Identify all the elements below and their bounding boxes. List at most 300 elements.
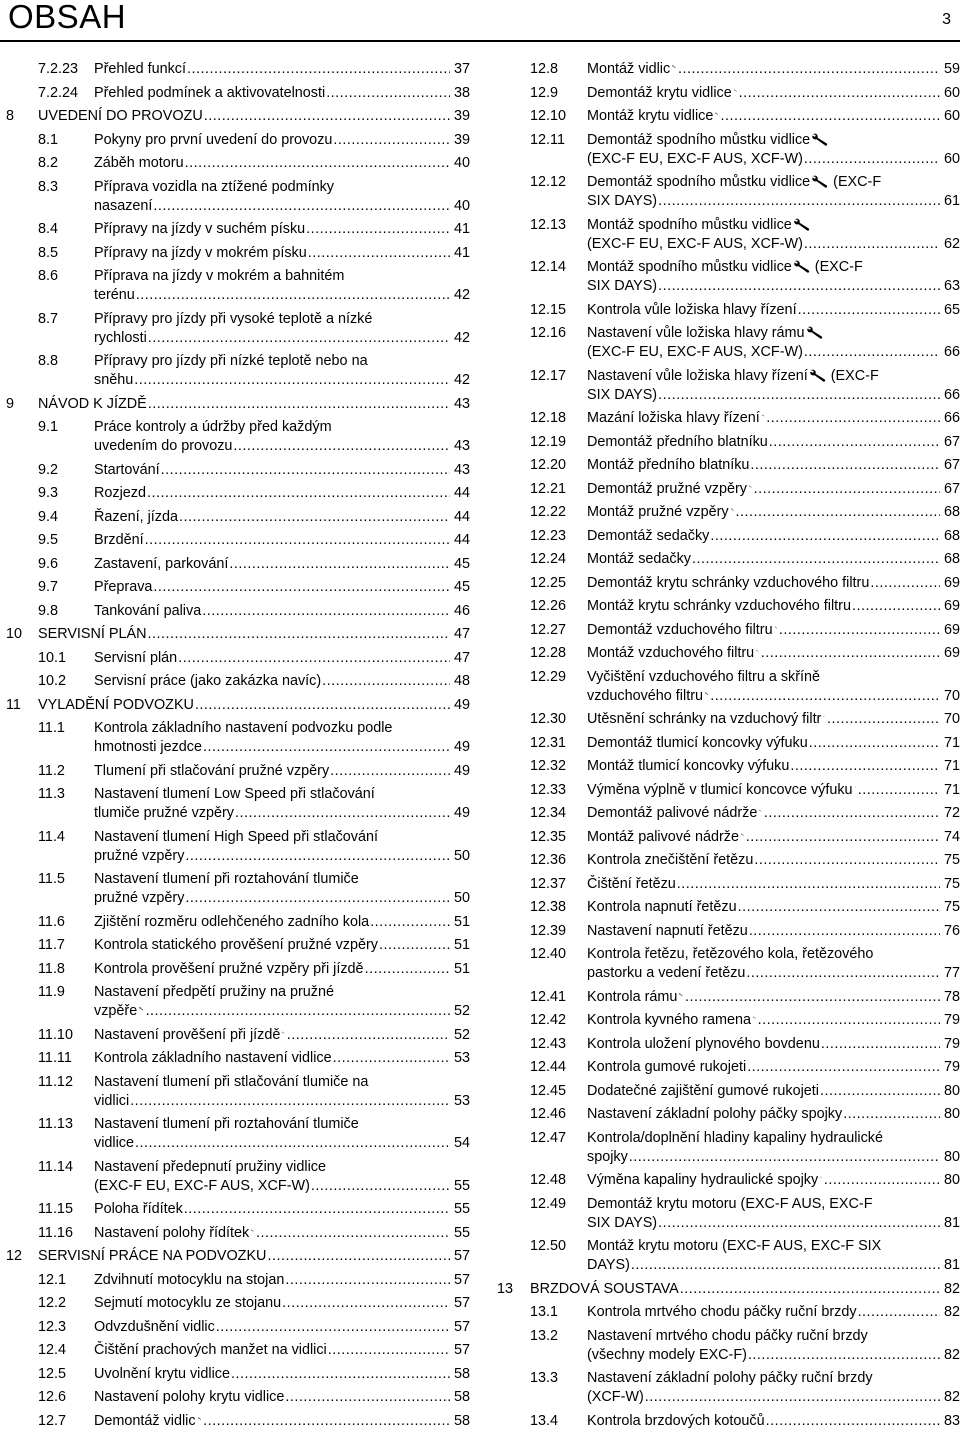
dot-leader xyxy=(135,1134,450,1153)
dot-leader xyxy=(736,503,940,522)
toc-entry-title: Montáž tlumicí koncovky výfuku xyxy=(587,758,790,774)
toc-entry-title: Nastavení vůle ložiska hlavy řízení xyxy=(587,367,808,384)
toc-entry-page: 72 xyxy=(943,805,960,821)
toc-entry-title: Montáž krytu motoru (EXC-F AUS, EXC-F SIX xyxy=(587,1238,882,1254)
toc-entry-title: Nastavení polohy řídítek xyxy=(94,1224,250,1241)
toc-entry-title: Čištění prachových manžet na vidlici xyxy=(94,1342,327,1358)
toc-entry-title: Nastavení tlumení Low Speed při stlačování xyxy=(94,786,375,802)
toc-entry-page: 49 xyxy=(453,805,470,821)
toc-entry[interactable] xyxy=(495,668,960,706)
toc-entry[interactable] xyxy=(0,461,470,480)
toc-entry-title: Montáž sedačky xyxy=(587,551,691,567)
toc-entry-number: 7.2.24 xyxy=(38,84,79,101)
dot-leader xyxy=(148,395,450,414)
toc-entry[interactable] xyxy=(0,418,470,456)
toc-entry-page: 78 xyxy=(943,988,960,1005)
dot-leader xyxy=(738,898,940,917)
toc-entry[interactable] xyxy=(0,696,470,715)
toc-entry-number: 12.35 xyxy=(530,828,567,845)
toc-entry-title: sněhu xyxy=(94,372,134,388)
dot-leader xyxy=(748,1346,940,1365)
toc-entry[interactable] xyxy=(0,395,470,414)
toc-entry-number: 8.5 xyxy=(38,244,59,261)
dot-leader xyxy=(798,301,940,320)
toc-entry-number: 8.4 xyxy=(38,221,59,237)
toc-entry-number: 13.4 xyxy=(530,1412,559,1429)
toc-entry-page: 76 xyxy=(943,922,960,939)
toc-entry-number: 12.26 xyxy=(530,598,567,614)
toc-entry[interactable] xyxy=(0,244,470,263)
toc-entry-page: 43 xyxy=(453,461,470,478)
toc-entry-number: 12.36 xyxy=(530,852,567,868)
toc-entry[interactable] xyxy=(0,107,470,126)
toc-entry-number: 11.15 xyxy=(38,1201,73,1217)
toc-entry[interactable] xyxy=(0,870,470,908)
toc-entry[interactable] xyxy=(495,60,960,79)
toc-entry-title: SERVISNÍ PLÁN xyxy=(38,626,147,642)
toc-entry[interactable] xyxy=(495,84,960,103)
toc-entry-number: 8 xyxy=(6,108,15,124)
toc-entry[interactable] xyxy=(0,60,470,79)
toc-entry-title: spojky xyxy=(587,1148,628,1165)
toc-entry-number: 12.18 xyxy=(530,410,567,426)
toc-entry[interactable] xyxy=(495,409,960,428)
toc-entry[interactable] xyxy=(495,480,960,499)
toc-entry[interactable] xyxy=(0,762,470,781)
toc-entry-title: Nastavení napnutí řetězu xyxy=(587,922,748,939)
dot-leader xyxy=(827,710,940,729)
toc-entry-title: vzduchového filtru xyxy=(587,687,703,704)
toc-entry-title: Montáž pružné vzpěry xyxy=(587,504,729,520)
toc-entry-number: 9.6 xyxy=(38,555,59,572)
dot-leader xyxy=(147,484,450,503)
toc-entry-title: vidlice xyxy=(94,1135,134,1151)
toc-entry-title: Přehled podmínek a aktivovatelnosti xyxy=(94,84,326,101)
toc-entry[interactable] xyxy=(0,1294,470,1313)
toc-entry-page: 69 xyxy=(943,574,960,591)
toc-entry-page: 65 xyxy=(943,301,960,318)
toc-entry-number: 9.8 xyxy=(38,602,59,619)
dot-leader xyxy=(790,757,940,776)
toc-entry-page: 66 xyxy=(943,386,960,403)
toc-entry-page: 68 xyxy=(943,551,960,567)
toc-entry-number: 11 xyxy=(6,696,21,713)
toc-entry-title: Uvolnění krytu vidlice xyxy=(94,1365,230,1382)
dot-leader xyxy=(282,1294,450,1313)
toc-entry-title: Tlumení při stlačování pružné vzpěry xyxy=(94,762,330,779)
toc-entry-title: SIX DAYS) xyxy=(587,386,658,403)
toc-entry-number: 11.13 xyxy=(38,1116,73,1132)
toc-entry[interactable] xyxy=(495,367,960,405)
toc-entry-number: 12.45 xyxy=(530,1082,567,1099)
dot-leader xyxy=(308,244,450,263)
toc-entry-title: (EXC-F EU, EXC-F AUS, XCF-W) xyxy=(587,150,803,167)
wrench-icon xyxy=(762,409,764,422)
dot-leader xyxy=(824,1171,940,1190)
toc-entry-title: Brzdění xyxy=(94,532,144,548)
toc-entry[interactable] xyxy=(0,672,470,691)
toc-entry-title: pružné vzpěry xyxy=(94,890,185,906)
toc-entry-page: 60 xyxy=(943,108,960,124)
toc-entry-page: 82 xyxy=(943,1280,960,1297)
toc-entry[interactable] xyxy=(0,1318,470,1337)
toc-entry-page: 41 xyxy=(453,221,470,237)
toc-entry[interactable] xyxy=(0,649,470,668)
toc-entry-title: SIX DAYS) xyxy=(587,278,658,294)
toc-entry[interactable] xyxy=(0,508,470,527)
toc-entry-title: Montáž předního blatníku xyxy=(587,457,750,473)
toc-entry-title: Zjištění rozměru odlehčeného zadního kola xyxy=(94,913,370,930)
dot-leader xyxy=(256,1224,450,1243)
toc-entry-title: DAYS) xyxy=(587,1257,630,1273)
wrench-icon xyxy=(807,326,823,339)
toc-entry-title: Kontrola řetězu, řetězového kola, řetězového xyxy=(587,946,874,962)
toc-entry[interactable] xyxy=(495,1195,960,1233)
toc-entry-page: 81 xyxy=(943,1257,960,1273)
toc-entry-title: Kontrola statického prověšení pružné vzpěry xyxy=(94,937,378,953)
toc-entry[interactable] xyxy=(495,988,960,1007)
toc-entry[interactable] xyxy=(0,484,470,503)
dot-leader xyxy=(178,649,450,668)
toc-entry-page: 49 xyxy=(453,739,470,755)
toc-entry[interactable] xyxy=(0,1115,470,1153)
toc-entry-page: 60 xyxy=(943,150,960,167)
toc-entry-title: Servisní práce (jako zakázka navíc) xyxy=(94,673,322,689)
toc-entry[interactable] xyxy=(495,131,960,169)
toc-entry-title: Čištění řetězu xyxy=(587,875,676,892)
toc-entry-title: Montáž krytu schránky vzduchového filtru xyxy=(587,598,851,614)
toc-entry-page: 47 xyxy=(453,626,470,642)
toc-entry[interactable] xyxy=(495,503,960,522)
wrench-icon xyxy=(715,107,718,120)
toc-entry[interactable] xyxy=(0,1158,470,1196)
toc-entry[interactable] xyxy=(0,1341,470,1360)
toc-entry[interactable] xyxy=(495,1129,960,1167)
toc-entry-title: Poloha řídítek xyxy=(94,1201,183,1217)
toc-entry[interactable] xyxy=(0,267,470,305)
toc-entry-number: 12.7 xyxy=(38,1412,67,1429)
toc-entry-title: Servisní plán xyxy=(94,649,178,666)
wrench-icon xyxy=(749,480,752,493)
toc-entry[interactable] xyxy=(0,131,470,150)
toc-entry-title: Kontrola základního nastavení podvozku podle xyxy=(94,720,393,736)
toc-entry-number: 12.8 xyxy=(530,61,559,77)
dot-leader xyxy=(685,988,940,1007)
toc-entry[interactable] xyxy=(495,597,960,616)
toc-entry[interactable] xyxy=(0,719,470,757)
toc-entry[interactable] xyxy=(495,1082,960,1101)
toc-entry[interactable] xyxy=(0,578,470,597)
toc-entry-title: Utěsnění schránky na vzduchový filtr xyxy=(587,711,822,727)
toc-entry-title: Demontáž pružné vzpěry xyxy=(587,480,747,497)
toc-entry[interactable] xyxy=(0,1224,470,1243)
toc-entry-number: 11.14 xyxy=(38,1158,73,1175)
toc-entry-number: 13 xyxy=(497,1280,514,1297)
toc-entry[interactable] xyxy=(0,960,470,979)
toc-entry[interactable] xyxy=(0,785,470,823)
dot-leader xyxy=(631,1256,940,1275)
toc-entry-number: 12.50 xyxy=(530,1238,567,1254)
toc-entry-number: 12.12 xyxy=(530,174,567,190)
toc-entry[interactable] xyxy=(0,84,470,103)
dot-leader xyxy=(322,672,450,691)
toc-entry[interactable] xyxy=(495,550,960,569)
dot-leader xyxy=(658,192,940,211)
toc-entry[interactable] xyxy=(0,936,470,955)
toc-entry[interactable] xyxy=(495,851,960,870)
toc-entry-page: 60 xyxy=(943,84,960,101)
toc-entry[interactable] xyxy=(495,1412,960,1431)
toc-entry-number: 9.5 xyxy=(38,532,59,548)
toc-entry[interactable] xyxy=(495,107,960,126)
toc-entry[interactable] xyxy=(0,1049,470,1068)
toc-entry-page: 69 xyxy=(943,645,960,661)
toc-left-column xyxy=(0,60,470,1435)
dot-leader xyxy=(326,84,450,103)
toc-entry-title: nasazení xyxy=(94,197,153,214)
toc-entry-number: 11.2 xyxy=(38,762,65,779)
dot-leader xyxy=(187,60,450,79)
toc-entry-number: 11.10 xyxy=(38,1026,73,1043)
toc-entry-page: 43 xyxy=(453,395,470,412)
toc-entry-page: 50 xyxy=(453,847,470,864)
toc-entry[interactable] xyxy=(0,1026,470,1045)
toc-entry-page: 46 xyxy=(453,602,470,619)
dot-leader xyxy=(202,602,450,621)
toc-entry-title: Kontrola základního nastavení vidlice xyxy=(94,1050,332,1066)
toc-entry-title: Příprava na jízdy v mokrém a bahnitém xyxy=(94,268,345,284)
toc-entry-page: 53 xyxy=(453,1092,470,1109)
dot-leader xyxy=(747,1058,940,1077)
toc-entry[interactable] xyxy=(495,644,960,663)
toc-entry[interactable] xyxy=(0,555,470,574)
toc-entry[interactable] xyxy=(495,875,960,894)
toc-entry[interactable] xyxy=(0,625,470,644)
dot-leader xyxy=(370,913,450,932)
toc-entry-title: Nastavení vůle ložiska hlavy rámu xyxy=(587,325,805,341)
toc-entry[interactable] xyxy=(495,621,960,640)
toc-entry[interactable] xyxy=(495,1011,960,1030)
toc-entry-title: Demontáž krytu vidlice xyxy=(587,84,732,101)
toc-entry-page: 59 xyxy=(943,61,960,77)
dot-leader xyxy=(330,762,450,781)
toc-entry-title: Nastavení tlumení High Speed při stlačování xyxy=(94,828,378,845)
toc-entry[interactable] xyxy=(495,258,960,296)
toc-entry-number: 11.6 xyxy=(38,913,65,930)
wrench-icon xyxy=(810,369,826,382)
toc-entry-page: 45 xyxy=(453,555,470,572)
toc-entry-number: 11.4 xyxy=(38,828,65,845)
toc-entry[interactable] xyxy=(0,1412,470,1431)
toc-entry[interactable] xyxy=(495,574,960,593)
toc-entry-title: Montáž vzduchového filtru xyxy=(587,645,755,661)
toc-entry-title: uvedením do provozu xyxy=(94,438,233,454)
toc-entry-title: Kontrola znečištění řetězu xyxy=(587,852,754,868)
toc-entry-title: Nastavení základní polohy páčky spojky xyxy=(587,1106,843,1122)
toc-entry-title: Příprava vozidla na ztížené podmínky xyxy=(94,178,334,195)
dot-leader xyxy=(804,150,940,169)
toc-entry-number: 12.29 xyxy=(530,668,567,685)
dot-leader xyxy=(754,480,940,499)
dot-leader xyxy=(161,461,450,480)
dot-leader xyxy=(311,1177,450,1196)
toc-entry-title: Nastavení polohy krytu vidlice xyxy=(94,1389,285,1405)
dot-leader xyxy=(746,828,940,847)
toc-entry[interactable] xyxy=(495,324,960,362)
dot-leader xyxy=(287,1026,450,1045)
toc-entry[interactable] xyxy=(0,1247,470,1266)
toc-entry-title: Záběh motoru xyxy=(94,155,184,171)
toc-entry-page: 52 xyxy=(453,1003,470,1019)
toc-entry[interactable] xyxy=(495,898,960,917)
toc-entry[interactable] xyxy=(495,1303,960,1322)
toc-entry-title: SERVISNÍ PRÁCE NA PODVOZKU xyxy=(38,1248,267,1264)
toc-entry[interactable] xyxy=(495,804,960,823)
toc-entry-title: Demontáž vzduchového filtru xyxy=(587,621,773,638)
toc-entry-page: 39 xyxy=(453,108,470,124)
toc-entry-page: 71 xyxy=(943,758,960,774)
toc-entry[interactable] xyxy=(495,1280,960,1299)
toc-entry[interactable] xyxy=(495,922,960,941)
toc-entry[interactable] xyxy=(495,433,960,452)
dot-leader xyxy=(231,1365,450,1384)
toc-entry-title: pružné vzpěry xyxy=(94,847,185,864)
toc-entry[interactable] xyxy=(495,173,960,211)
page-number: 3 xyxy=(942,11,951,28)
toc-entry[interactable] xyxy=(495,945,960,983)
toc-entry[interactable] xyxy=(0,602,470,621)
toc-entry-page: 40 xyxy=(453,155,470,171)
toc-entry-title: BRZDOVÁ SOUSTAVA xyxy=(530,1280,679,1297)
toc-entry[interactable] xyxy=(0,352,470,390)
toc-entry[interactable] xyxy=(495,1237,960,1275)
toc-entry-page: 82 xyxy=(943,1304,960,1320)
dot-leader xyxy=(843,1105,940,1124)
toc-entry[interactable] xyxy=(495,710,960,729)
dot-leader xyxy=(267,1247,450,1266)
toc-entry[interactable] xyxy=(495,456,960,475)
toc-entry-number: 12.9 xyxy=(530,84,559,101)
wrench-icon xyxy=(855,781,856,794)
toc-entry[interactable] xyxy=(0,1200,470,1219)
toc-entry-number: 10.1 xyxy=(38,649,67,666)
toc-entry-title: Rozjezd xyxy=(94,485,146,501)
toc-entry[interactable] xyxy=(495,781,960,800)
toc-entry-number: 12.38 xyxy=(530,899,567,915)
toc-entry[interactable] xyxy=(0,310,470,348)
toc-entry-number: 12.40 xyxy=(530,946,567,962)
toc-entry[interactable] xyxy=(0,983,470,1021)
toc-entry-number: 12.43 xyxy=(530,1035,567,1052)
toc-entry-number: 12.34 xyxy=(530,805,567,821)
dot-leader xyxy=(809,734,940,753)
dot-leader xyxy=(148,625,450,644)
toc-entry-title: Nastavení tlumení při roztahování tlumiče xyxy=(94,871,359,887)
toc-entry-number: 12.13 xyxy=(530,216,567,233)
toc-entry-number: 11.5 xyxy=(38,871,65,887)
toc-entry-page: 71 xyxy=(943,781,960,798)
toc-entry-page: 43 xyxy=(453,438,470,454)
dot-leader xyxy=(769,433,940,452)
toc-entry[interactable] xyxy=(495,527,960,546)
dot-leader xyxy=(766,1412,940,1431)
toc-entry[interactable] xyxy=(0,913,470,932)
toc-entry-title: Kontrola rámu xyxy=(587,988,678,1005)
toc-entry-number: 12.10 xyxy=(530,108,567,124)
toc-entry-page: 62 xyxy=(943,235,960,252)
wrench-icon xyxy=(734,84,737,97)
toc-entry[interactable] xyxy=(0,1271,470,1290)
toc-entry-number: 7.2.23 xyxy=(38,61,79,77)
toc-entry-title: Demontáž sedačky xyxy=(587,527,710,544)
toc-entry[interactable] xyxy=(495,828,960,847)
toc-entry-number: 11.9 xyxy=(38,984,65,1000)
header-rule xyxy=(0,40,960,42)
toc-entry[interactable] xyxy=(495,1035,960,1054)
toc-entry[interactable] xyxy=(495,1369,960,1407)
toc-entry[interactable] xyxy=(495,301,960,320)
toc-entry[interactable] xyxy=(495,734,960,753)
toc-entry-title: Přeprava xyxy=(94,579,153,595)
toc-entry-page: 52 xyxy=(453,1026,470,1043)
toc-entry-title: (EXC-F xyxy=(829,174,882,190)
toc-entry-number: 12.39 xyxy=(530,922,567,939)
dot-leader xyxy=(858,781,940,800)
toc-entry-page: 40 xyxy=(453,197,470,214)
toc-entry[interactable] xyxy=(495,1058,960,1077)
toc-entry-title: Kontrola gumové rukojeti xyxy=(587,1059,747,1075)
toc-entry[interactable] xyxy=(0,531,470,550)
toc-entry[interactable] xyxy=(0,828,470,866)
dot-leader xyxy=(379,936,450,955)
toc-entry-page: 42 xyxy=(453,372,470,388)
wrench-icon xyxy=(794,260,810,273)
toc-entry[interactable] xyxy=(0,1073,470,1111)
toc-entry-page: 67 xyxy=(943,480,960,497)
toc-entry-number: 12.48 xyxy=(530,1172,567,1188)
dot-leader xyxy=(285,1271,450,1290)
toc-entry[interactable] xyxy=(495,757,960,776)
toc-entry-page: 67 xyxy=(943,433,960,450)
dot-leader xyxy=(185,847,450,866)
toc-entry-page: 80 xyxy=(943,1106,960,1122)
toc-entry[interactable] xyxy=(495,216,960,254)
toc-entry-number: 12.5 xyxy=(38,1365,67,1382)
toc-entry[interactable] xyxy=(495,1105,960,1124)
toc-entry-number: 12.19 xyxy=(530,433,567,450)
toc-entry-title: Montáž vidlic xyxy=(587,61,671,77)
toc-entry-page: 69 xyxy=(943,598,960,614)
toc-entry[interactable] xyxy=(495,1327,960,1365)
dot-leader xyxy=(185,154,450,173)
toc-entry[interactable] xyxy=(0,154,470,173)
toc-entry-page: 54 xyxy=(453,1135,470,1151)
wrench-icon xyxy=(741,828,744,841)
wrench-icon xyxy=(282,1026,284,1039)
toc-entry[interactable] xyxy=(0,220,470,239)
dot-leader xyxy=(658,277,940,296)
toc-entry-page: 77 xyxy=(943,965,960,981)
toc-entry[interactable] xyxy=(0,178,470,216)
wrench-icon xyxy=(812,133,828,146)
toc-entry-number: 13.2 xyxy=(530,1327,559,1344)
dot-leader xyxy=(692,550,940,569)
toc-entry[interactable] xyxy=(495,1171,960,1190)
toc-entry-title: Demontáž krytu motoru (EXC-F AUS, EXC-F xyxy=(587,1195,873,1212)
dot-leader xyxy=(821,1035,940,1054)
toc-entry[interactable] xyxy=(0,1365,470,1384)
toc-entry[interactable] xyxy=(0,1388,470,1407)
